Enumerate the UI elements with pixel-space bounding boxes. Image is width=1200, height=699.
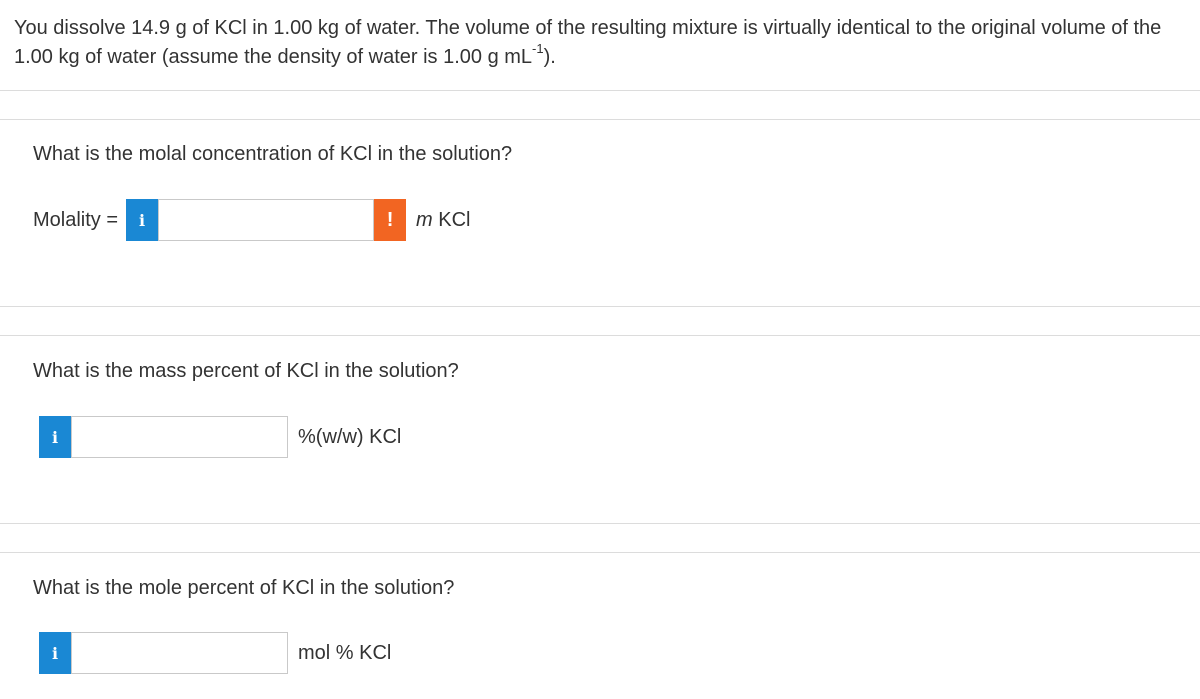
- question-mole-percent: What is the mole percent of KCl in the solution?: [33, 577, 455, 599]
- divider: [0, 552, 1200, 553]
- divider: [0, 306, 1200, 307]
- question-mass-percent: What is the mass percent of KCl in the solution?: [33, 360, 459, 382]
- divider: [0, 335, 1200, 336]
- mass-percent-answer-row: [39, 416, 401, 458]
- molality-answer-row: [33, 199, 471, 241]
- mole-percent-answer-row: [39, 632, 391, 674]
- problem-statement: [14, 14, 1184, 72]
- question-molality: What is the molal concentration of KCl in the solution?: [33, 143, 513, 165]
- warning-icon: !: [374, 199, 406, 241]
- molality-unit-italic: m: [416, 208, 433, 231]
- mass-percent-unit: %(w/w) KCl: [298, 425, 402, 448]
- divider: [0, 119, 1200, 120]
- info-icon[interactable]: i: [39, 632, 71, 674]
- problem-superscript: -1: [532, 41, 544, 57]
- mole-percent-input[interactable]: [71, 632, 288, 674]
- divider: [0, 90, 1200, 91]
- molality-label: Molality =: [33, 208, 119, 231]
- problem-text: You dissolve 14.9 g of KCl in 1.00 kg of water. The volume of the resulting mixture is virtually identical to the original volume of the 1.00 kg of water (assume the density of water is 1.00 g mL: [14, 17, 1162, 68]
- info-icon[interactable]: i: [126, 199, 158, 241]
- problem-text-end: ).: [543, 46, 556, 68]
- mole-percent-unit: mol % KCl: [298, 641, 392, 664]
- molality-unit: [416, 209, 470, 232]
- mass-percent-input[interactable]: [71, 416, 288, 458]
- molality-input[interactable]: [158, 199, 374, 241]
- divider: [0, 523, 1200, 524]
- info-icon[interactable]: i: [39, 416, 71, 458]
- molality-unit-text: KCl: [438, 208, 471, 231]
